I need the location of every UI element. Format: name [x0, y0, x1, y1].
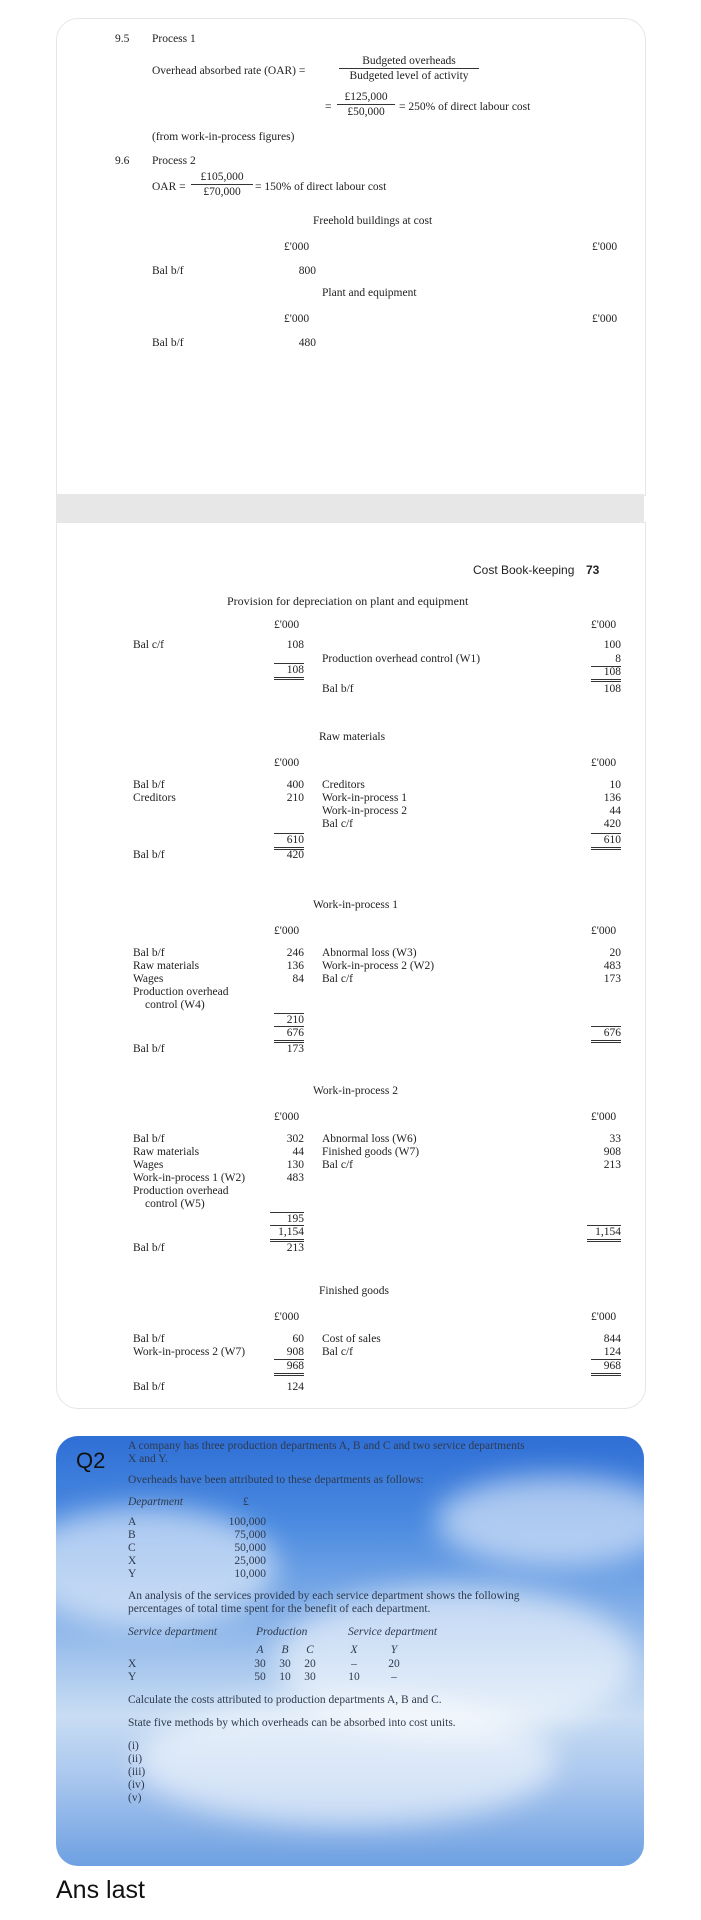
ledger-value: 173: [286, 1043, 304, 1055]
ledger-label: Bal b/f: [133, 1133, 165, 1145]
q2-intro-line: A company has three production departments A, B and C and two service departments: [128, 1440, 525, 1452]
ledger-label: Abnormal loss (W6): [322, 1133, 417, 1145]
ledger-value: 60: [292, 1333, 304, 1345]
row-label: X: [128, 1658, 137, 1670]
ledger-value: 136: [286, 960, 304, 972]
ledger-total: 1,154: [270, 1225, 304, 1242]
ledger-total: 610: [591, 833, 621, 850]
ledger-label: Bal b/f: [133, 1333, 165, 1345]
oar-result: = 150% of direct labour cost: [255, 181, 387, 193]
ledger-label: Cost of sales: [322, 1333, 381, 1345]
ledger-total: 968: [591, 1360, 621, 1376]
currency-unit: £'000: [274, 925, 300, 937]
col-header: C: [306, 1644, 314, 1656]
ledger-label: Bal c/f: [322, 818, 353, 830]
col-header: X: [350, 1644, 358, 1656]
currency-unit: £'000: [274, 1111, 300, 1123]
ledger-label: Work-in-process 2 (W2): [322, 960, 435, 972]
currency-unit: £'000: [274, 1311, 300, 1323]
ledger-label: Bal b/f: [133, 849, 165, 861]
ledger-value: 136: [603, 792, 621, 804]
ledger-value: 400: [286, 779, 304, 791]
account-title: Work-in-process 1: [313, 899, 398, 911]
row-value: 20: [304, 1658, 316, 1670]
ledger-value: 100: [603, 639, 621, 651]
ledger-value: 108: [603, 683, 621, 695]
col-header: A: [256, 1644, 264, 1656]
oar-label: Overhead absorbed rate (OAR) =: [152, 65, 306, 77]
ledger-label: Production overhead: [133, 986, 229, 998]
ledger-total: 676: [591, 1026, 621, 1043]
ledger-value: 420: [286, 849, 304, 861]
currency-unit: £'000: [284, 241, 310, 253]
svc-header: Service department: [128, 1626, 218, 1638]
currency-unit: £'000: [274, 619, 300, 631]
q2-analysis-line: percentages of total time spent for the benefit of each department.: [128, 1603, 431, 1615]
dept-code: B: [128, 1529, 136, 1541]
page-number: 73: [586, 563, 600, 577]
dept-code: X: [128, 1555, 137, 1567]
ledger-value: 844: [603, 1333, 621, 1345]
ledger-value: 420: [603, 818, 621, 830]
ledger-value: 908: [274, 1346, 304, 1360]
currency-unit: £'000: [284, 313, 310, 325]
currency-unit: £'000: [591, 1111, 617, 1123]
row-label: Y: [128, 1671, 137, 1683]
currency-unit: £'000: [591, 757, 617, 769]
question-panel: [56, 1436, 644, 1866]
ledger-label: Bal c/f: [322, 973, 353, 985]
account-title: Provision for depreciation on plant and equipment: [227, 594, 469, 608]
production-header: Production: [256, 1626, 308, 1638]
ledger-value: 8: [591, 653, 621, 667]
question-label: Q2: [76, 1448, 106, 1473]
row-value: 10: [279, 1671, 291, 1683]
ledger-total: 676: [274, 1026, 304, 1043]
footer-note: Ans last: [56, 1876, 145, 1904]
dept-header: Department: [128, 1496, 183, 1508]
ledger-label: Production overhead control (W1): [322, 653, 481, 665]
ledger-total: 610: [274, 833, 304, 850]
account-title: Finished goods: [319, 1285, 389, 1297]
ledger-label: Abnormal loss (W3): [322, 947, 417, 959]
textbook-page-2: [56, 522, 646, 1409]
row-value: 20: [388, 1658, 400, 1670]
ledger-value: 195: [270, 1212, 304, 1226]
row-value: –: [351, 1658, 357, 1670]
row-value: 50: [254, 1671, 266, 1683]
roman-item: (ii): [128, 1753, 143, 1765]
fraction-denominator: £50,000: [347, 106, 385, 118]
ledger-label: Bal b/f: [133, 779, 165, 791]
currency-unit: £'000: [592, 313, 618, 325]
ledger-label: Wages: [133, 1159, 164, 1171]
currency-header: £: [243, 1496, 249, 1508]
ledger-value: 213: [603, 1159, 621, 1171]
ledger-value: 210: [286, 792, 304, 804]
ledger-label: Finished goods (W7): [322, 1146, 420, 1158]
ledger-value: 246: [286, 947, 304, 959]
row-value: –: [391, 1671, 397, 1683]
ledger-label: Raw materials: [133, 1146, 200, 1158]
account-title: Freehold buildings at cost: [313, 215, 433, 227]
ledger-label: Work-in-process 1 (W2): [133, 1172, 246, 1184]
ledger-label: Bal b/f: [152, 265, 184, 277]
currency-unit: £'000: [592, 241, 618, 253]
section-number: 9.5: [115, 33, 130, 45]
account-title: Plant and equipment: [322, 287, 417, 299]
roman-item: (v): [128, 1792, 142, 1804]
running-head: Cost Book-keeping: [473, 563, 575, 577]
row-value: 30: [279, 1658, 291, 1670]
ledger-value: 108: [286, 639, 304, 651]
ledger-value: 44: [609, 805, 621, 817]
dept-value: 50,000: [234, 1542, 266, 1554]
textbook-page-1: [56, 18, 646, 496]
oar-label: OAR =: [152, 181, 186, 193]
currency-unit: £'000: [591, 925, 617, 937]
row-value: 10: [348, 1671, 360, 1683]
col-header: B: [281, 1644, 289, 1656]
ledger-label: Work-in-process 1: [322, 792, 407, 804]
ledger-value: 908: [603, 1146, 621, 1158]
dept-value: 100,000: [228, 1516, 266, 1528]
fraction-numerator: Budgeted overheads: [339, 55, 479, 69]
svc-header-2: Service department: [348, 1626, 438, 1638]
fraction-denominator: Budgeted level of activity: [349, 70, 469, 82]
ledger-label: Bal c/f: [322, 1346, 353, 1358]
ledger-total: 108: [591, 666, 621, 682]
section-title: Process 2: [152, 155, 196, 167]
ledger-value: 124: [591, 1346, 621, 1360]
dept-value: 75,000: [234, 1529, 266, 1541]
ledger-label: control (W4): [145, 999, 205, 1011]
ledger-value: 44: [292, 1146, 304, 1158]
ledger-value: 302: [286, 1133, 304, 1145]
section-number: 9.6: [115, 155, 130, 167]
ledger-value: 213: [286, 1242, 304, 1254]
dept-value: 10,000: [234, 1568, 266, 1580]
row-value: 30: [254, 1658, 266, 1670]
currency-unit: £'000: [591, 619, 617, 631]
oar-value-fraction: [337, 91, 395, 118]
roman-item: (i): [128, 1740, 139, 1752]
ledger-value: 84: [292, 973, 304, 985]
q2-task: State five methods by which overheads can be absorbed into cost units.: [128, 1717, 456, 1729]
roman-item: (iii): [128, 1766, 146, 1778]
ledger-label: Bal b/f: [133, 1381, 165, 1393]
roman-item: (iv): [128, 1779, 145, 1791]
ledger-label: Creditors: [133, 792, 176, 804]
ledger-label: Bal b/f: [133, 1043, 165, 1055]
q2-analysis-line: An analysis of the services provided by each service department shows the following: [128, 1590, 520, 1602]
ledger-total: 968: [274, 1360, 304, 1376]
q2-task: Calculate the costs attributed to production departments A, B and C.: [128, 1694, 442, 1706]
ledger-label: Bal c/f: [322, 1159, 353, 1171]
ledger-value: 20: [609, 947, 621, 959]
ledger-label: Production overhead: [133, 1185, 229, 1197]
fraction-numerator: £105,000: [191, 171, 253, 185]
ledger-label: Raw materials: [133, 960, 200, 972]
dept-code: A: [128, 1516, 137, 1528]
ledger-label: Wages: [133, 973, 164, 985]
col-header: Y: [390, 1644, 398, 1656]
ledger-value: 800: [298, 265, 316, 277]
currency-unit: £'000: [274, 757, 300, 769]
dept-value: 25,000: [234, 1555, 266, 1567]
row-value: 30: [304, 1671, 316, 1683]
fraction-denominator: £70,000: [203, 186, 241, 198]
page-gap: [56, 494, 644, 522]
section-title: Process 1: [152, 33, 196, 45]
q2-attributed: Overheads have been attributed to these departments as follows:: [128, 1474, 424, 1486]
ledger-value: 483: [286, 1172, 304, 1184]
ledger-label: Bal b/f: [322, 683, 354, 695]
ledger-label: Bal c/f: [133, 639, 164, 651]
ledger-label: Creditors: [322, 779, 365, 791]
ledger-label: Bal b/f: [152, 337, 184, 349]
ledger-total: 1,154: [587, 1225, 621, 1242]
ledger-label: control (W5): [145, 1198, 205, 1210]
q2-intro-line: X and Y.: [128, 1453, 168, 1465]
ledger-value: 33: [609, 1133, 621, 1145]
ledger-value: 480: [298, 337, 316, 349]
ledger-label: Bal b/f: [133, 947, 165, 959]
oar-fraction: [191, 171, 253, 198]
ledger-value: 10: [609, 779, 621, 791]
ledger-total: 108: [274, 663, 304, 680]
ledger-value: 173: [603, 973, 621, 985]
ledger-label: Work-in-process 2 (W7): [133, 1346, 246, 1358]
ledger-value: 483: [603, 960, 621, 972]
ledger-label: Bal b/f: [133, 1242, 165, 1254]
account-title: Work-in-process 2: [313, 1085, 398, 1097]
dept-code: C: [128, 1542, 136, 1554]
fraction-numerator: £125,000: [337, 91, 395, 105]
ledger-value: 210: [274, 1013, 304, 1027]
account-title: Raw materials: [319, 731, 386, 743]
ledger-label: Work-in-process 2: [322, 805, 407, 817]
dept-code: Y: [128, 1568, 137, 1580]
oar-fraction: [339, 55, 479, 82]
currency-unit: £'000: [591, 1311, 617, 1323]
oar-result: = 250% of direct labour cost: [399, 101, 531, 113]
equals-sign: =: [325, 101, 332, 113]
source-note: (from work-in-process figures): [152, 131, 295, 143]
ledger-value: 130: [286, 1159, 304, 1171]
ledger-value: 124: [286, 1381, 304, 1393]
